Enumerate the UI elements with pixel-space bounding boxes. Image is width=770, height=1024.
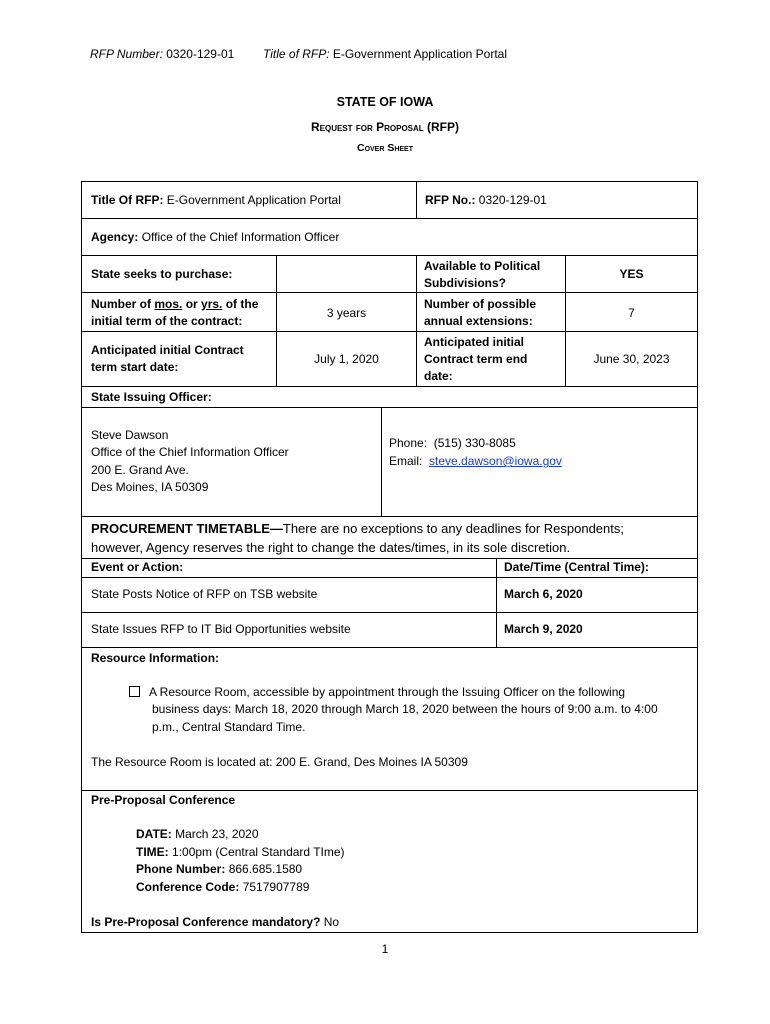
conference-code	[136, 879, 309, 896]
agency-label: Agency:	[91, 230, 139, 244]
running-header	[90, 47, 507, 61]
rfp-title: E-Government Application Portal	[332, 47, 508, 61]
conf-date-label: DATE:	[136, 827, 172, 841]
conference-date	[136, 826, 259, 843]
conf-code-label: Conference Code:	[136, 880, 240, 894]
term-label	[91, 296, 273, 330]
phone-label: Phone:	[389, 436, 428, 450]
email-link[interactable]: steve.dawson@iowa.gov	[429, 454, 562, 468]
timetable-text-2: however, Agency reserves the right to change the dates/times, in its sole discretion.	[91, 540, 571, 555]
political-label: Available to Political Subdivisions?	[424, 259, 541, 290]
row-2-date: March 9, 2020	[504, 622, 583, 636]
officer-name: Steve Dawson	[91, 428, 169, 442]
extensions-value: 7	[628, 306, 635, 320]
rfpno-value: 0320-129-01	[478, 193, 547, 207]
conf-time-label: TIME:	[136, 845, 169, 859]
rfp-title-label: Title of RFP:	[263, 47, 330, 61]
resource-label: Resource Information:	[91, 651, 220, 665]
col-event-header: Event or Action:	[91, 560, 184, 574]
term-value: 3 years	[326, 306, 367, 320]
title-value: E-Government Application Portal	[166, 193, 341, 207]
resource-item-line-3: p.m., Central Standard Time.	[152, 720, 306, 734]
mandatory-value: No	[323, 915, 340, 929]
term-label-yrs: yrs.	[201, 297, 223, 311]
conf-date-value: March 23, 2020	[175, 827, 259, 841]
officer-label: State Issuing Officer:	[91, 390, 212, 404]
state-title: STATE OF IOWA	[336, 95, 434, 109]
title-field	[91, 192, 341, 209]
conf-phone-label: Phone Number:	[136, 862, 226, 876]
col-date-header: Date/Time (Central Time):	[504, 560, 649, 574]
conf-code-value: 7517907789	[242, 880, 310, 894]
phone-value: (515) 330-8085	[433, 436, 516, 450]
purchase-label: State seeks to purchase:	[91, 267, 233, 281]
officer-city: Des Moines, IA 50309	[91, 480, 209, 494]
rfpno-label: RFP No.:	[425, 193, 476, 207]
timetable-label: PROCUREMENT TIMETABLE—	[91, 521, 283, 536]
extensions-label: Number of possible annual extensions:	[424, 297, 537, 328]
conference-phone	[136, 861, 302, 878]
title-label: Title Of RFP:	[91, 193, 164, 207]
timetable-intro	[91, 519, 691, 557]
term-label-mos: mos.	[154, 297, 183, 311]
start-label: Anticipated initial Contract term start date:	[91, 343, 244, 374]
mandatory-label: Is Pre-Proposal Conference mandatory?	[91, 915, 321, 929]
officer-phone	[389, 435, 516, 452]
officer-email	[389, 453, 562, 470]
conference-label: Pre-Proposal Conference	[91, 793, 236, 807]
resource-item-line-1: A Resource Room, accessible by appointment through the Issuing Officer on the following	[149, 685, 626, 699]
conference-time	[136, 844, 345, 861]
resource-item-line-2: business days: March 18, 2020 through March 18, 2020 between the hours of 9:00 a.m. to 4:00	[152, 702, 658, 716]
timetable-text-1: There are no exceptions to any deadlines for Respondents;	[282, 521, 624, 536]
cover-title: Cover Sheet	[356, 142, 413, 154]
agency-field	[91, 229, 339, 246]
end-value: June 30, 2023	[593, 352, 670, 366]
start-value: July 1, 2020	[314, 352, 379, 366]
resource-location: The Resource Room is located at: 200 E. Grand, Des Moines IA 50309	[91, 755, 468, 769]
rfpno-field	[425, 192, 547, 209]
row-1-event: State Posts Notice of RFP on TSB website	[91, 587, 318, 601]
resource-item	[129, 684, 625, 701]
agency-value: Office of the Chief Information Officer	[141, 230, 340, 244]
term-label-part-3: of the initial term of the contract:	[91, 297, 259, 328]
rfp-number: 0320-129-01	[166, 47, 235, 61]
email-label: Email:	[389, 454, 423, 468]
row-2-event: State Issues RFP to IT Bid Opportunities website	[91, 622, 351, 636]
row-1-date: March 6, 2020	[504, 587, 583, 601]
conf-phone-value: 866.685.1580	[228, 862, 303, 876]
conference-mandatory	[91, 914, 339, 931]
term-label-part-1: Number of	[91, 297, 155, 311]
conf-time-value: 1:00pm (Central Standard TIme)	[172, 845, 345, 859]
rfp-number-label: RFP Number:	[90, 47, 163, 61]
end-label: Anticipated initial Contract term end date:	[424, 335, 528, 383]
purchase-value-cell	[276, 255, 417, 293]
page-number: 1	[381, 942, 389, 956]
officer-office: Office of the Chief Information Officer	[91, 445, 289, 459]
term-label-part-2: or	[182, 297, 202, 311]
officer-street: 200 E. Grand Ave.	[91, 463, 189, 477]
checkbox[interactable]	[129, 686, 140, 697]
request-title: Request for Proposal (RFP)	[310, 120, 459, 134]
political-value: YES	[619, 267, 644, 281]
